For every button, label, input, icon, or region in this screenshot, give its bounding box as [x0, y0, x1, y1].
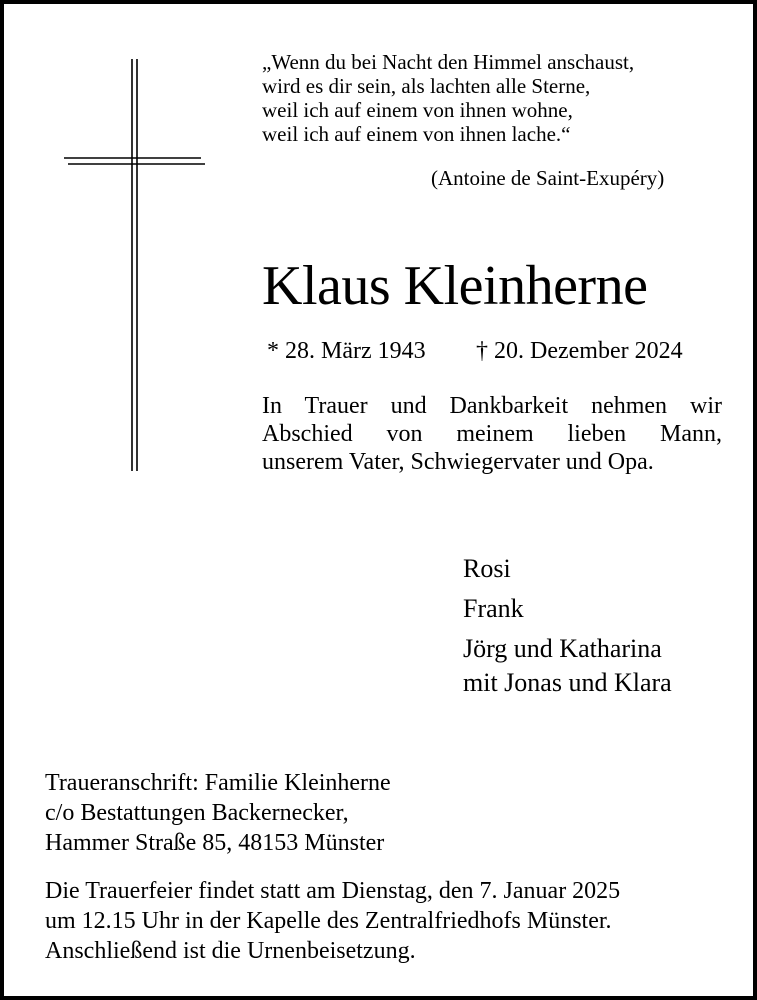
quote-line: weil ich auf einem von ihnen lache.“: [262, 122, 571, 146]
family-member: Frank: [463, 594, 524, 623]
mourning-line: Abschied von meinem lieben Mann,: [262, 421, 722, 447]
family-members: [463, 552, 672, 700]
birth-date: * 28. März 1943: [267, 338, 426, 364]
mourning-line: In Trauer und Dankbarkeit nehmen wir: [262, 393, 722, 419]
mourning-line: unserem Vater, Schwiegervater und Opa.: [262, 449, 654, 475]
quote-line: „Wenn du bei Nacht den Himmel anschaust,: [262, 50, 635, 74]
family-member: Jörg und Katharina: [463, 634, 662, 663]
address-line: Hammer Straße 85, 48153 Münster: [45, 830, 385, 856]
death-date: † 20. Dezember 2024: [476, 338, 683, 364]
life-dates: [267, 337, 683, 365]
ceremony-line: Die Trauerfeier findet statt am Dienstag, den 7. Januar 2025: [45, 878, 621, 904]
deceased-name: Klaus Kleinherne: [262, 255, 648, 317]
mourning-address: [45, 768, 391, 858]
ceremony-line: um 12.15 Uhr in der Kapelle des Zentralfriedhofs Münster.: [45, 908, 612, 934]
quote-author: (Antoine de Saint-Exupéry): [431, 166, 665, 190]
address-line: c/o Bestattungen Backernecker,: [45, 800, 349, 826]
family-member: Rosi: [463, 554, 511, 583]
address-line: Traueranschrift: Familie Kleinherne: [45, 770, 391, 796]
quote: [262, 50, 634, 146]
quote-line: weil ich auf einem von ihnen wohne,: [262, 98, 573, 122]
mourning-text: [262, 392, 722, 476]
family-member: mit Jonas und Klara: [463, 668, 672, 697]
cross-icon: [64, 59, 209, 474]
quote-line: wird es dir sein, als lachten alle Sterne,: [262, 74, 591, 98]
ceremony-info: [45, 876, 620, 966]
ceremony-line: Anschließend ist die Urnenbeisetzung.: [45, 938, 416, 964]
